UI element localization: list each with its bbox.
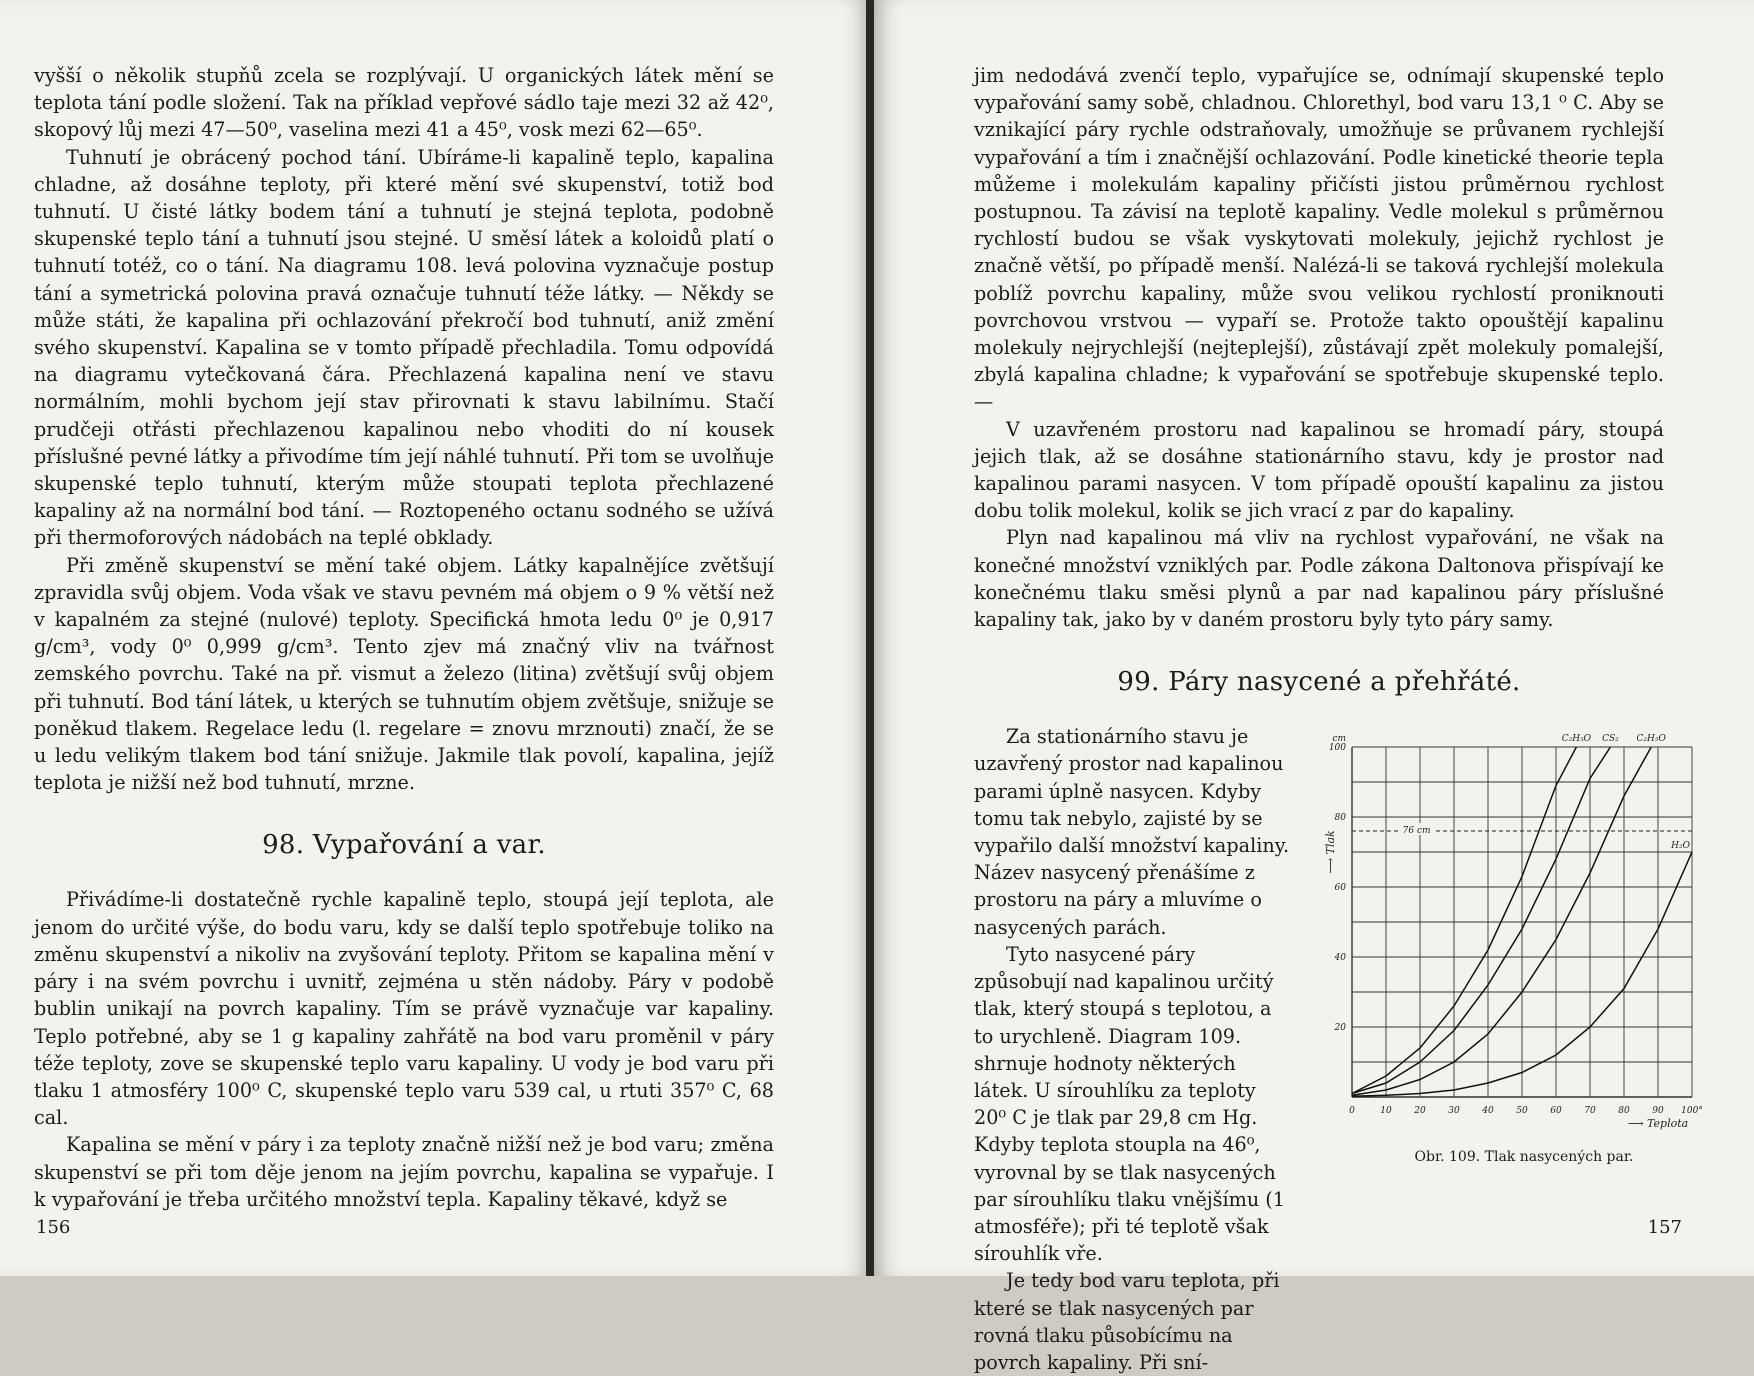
paragraph: Je tedy bod varu teplota, při které se tlak nasycených par rovná tlaku působícímu na povrch kapaliny. Při sní- bbox=[974, 1269, 1280, 1374]
paragraph: Tuhnutí je obrácený pochod tání. Ubíráme-li kapalině teplo, kapalina chladne, až dosáhne teploty, při které mění své skupenství, totiž bod tuhnutí. U čisté látky bodem tání a tuhnutí je stejná teplota, podobně skupenské teplo tání a tuhnutí jsou stejné. U směsí látek a koloidů platí o tuhnutí totéž, co o tání. Na diagramu 108. levá polovina vyznačuje postup tání a symetrická polovina pravá označuje tuhnutí téže látky. — Někdy se může státi, že kapalina při ochlazování překročí bod tuhnutí, aniž změní svého skupenství. Kapalina se v tomto případě přechladila. Tomu odpovídá na diagramu vytečkovaná čára. Přechlazená kapalina není ve stavu normálním, mohli bychom její stav přirovnati k stavu labilnímu. Stačí prudčeji otřásti přechlazenou kapalinou nebo vhoditi do ní kousek příslušné pevné látky a přivodíme tím její náhlé tuhnutí. Při tom se uvolňuje skupenské teplo tuhnutí, kterým může stoupati teplota přechlazené kapaliny až na normální bod tání. — Roztopeného octanu sodného se užívá při thermoforových nádobách na teplé obklady. bbox=[34, 145, 774, 550]
x-tick-label: 100° bbox=[1681, 1106, 1703, 1117]
paragraph: Při změně skupenství se mění také objem. Látky kapalnějíce zvětšují zpravidla svůj objem. Voda však ve stavu pevném má objem o 9 % větší než v kapalném za stejné (nulové) teploty. Specifická hmota ledu 0⁰ je 0,917 g/cm³, vody 0⁰ 0,999 g/cm³. Tento zjev má značný vliv na tvářnost zemského povrchu. Také na př. vismut a železo (litina) zvětšují svůj objem při tuhnutí. Bod tání látek, u kterých se tuhnutím objem zvětšuje, snižuje se poněkud tlakem. Regelace ledu (l. regelare = znovu mrznouti) značí, že se u ledu velikým tlakem bod tání snižuje. Jakmile tlak povolí, kapalina, jejíž teplota je nižší než bod tuhnutí, mrzne. bbox=[34, 553, 774, 795]
y-axis-label: ⟶ Tlak bbox=[1324, 830, 1337, 874]
reference-line-label: 76 cm bbox=[1402, 826, 1431, 837]
x-tick-label: 10 bbox=[1380, 1106, 1392, 1117]
x-tick-label: 20 bbox=[1414, 1106, 1426, 1117]
right-page bbox=[874, 0, 1754, 1374]
paragraph: Kapalina se mění v páry i za teploty značně nižší než je bod varu; změna skupenství se při tom děje jenom na jejím povrchu, kapalina se vypařuje. I k vypařování je třeba určitého množství tepla. Kapaliny těkavé, když se bbox=[34, 1133, 774, 1211]
y-tick-label: 40 bbox=[1334, 953, 1346, 964]
left-column bbox=[34, 62, 774, 1213]
section-heading: 99. Páry nasycené a přehřáté. bbox=[1117, 667, 1521, 698]
paragraph: jim nedodává zvenčí teplo, vypařujíce se, odnímají skupenské teplo vypařování samy sobě, chladnou. Chlorethyl, bod varu 13,1 ⁰ C. Aby se vznikající páry rychle odstraňovaly, umožňuje se průvanem rychlejší vypařování a tím i značnější ochlazování. Podle kinetické theorie tepla můžeme i molekulám kapaliny přičísti jistou průměrnou rychlost postupnou. Ta závisí na teplotě kapaliny. Vedle molekul s průměrnou rychlostí budou se však vyskytovati molekuly, jejichž rychlost je značně větší, po případě menší. Nalézá-li se taková rychlejší molekula poblíž povrchu kapaliny, může svou velikou rychlostí proniknouti povrchovou vrstvou — vypaří se. Protože takto opouštějí kapalinu molekuly nejrychlejší (nejteplejší), zůstávají zpět molekuly pomalejší, zbylá kapalina chladne; k vypařování se spotřebuje skupenské teplo. — bbox=[974, 64, 1664, 414]
vapor-pressure-figure bbox=[1314, 723, 1704, 1165]
y-tick-label: 20 bbox=[1334, 1023, 1346, 1034]
x-tick-label: 70 bbox=[1584, 1106, 1596, 1117]
x-axis-label: ⟶ Teplota bbox=[1627, 1117, 1689, 1131]
y-tick-label: 80 bbox=[1334, 813, 1346, 824]
x-tick-label: 50 bbox=[1516, 1106, 1528, 1117]
y-tick-label: 60 bbox=[1334, 883, 1346, 894]
series-label: H₂O bbox=[1671, 841, 1690, 852]
x-tick-label: 80 bbox=[1618, 1106, 1630, 1117]
y-unit-label: cm bbox=[1332, 734, 1346, 745]
paragraph: Plyn nad kapalinou má vliv na rychlost vypařování, ne však na konečné množství vzniklých par. Podle zákona Daltonova přispívají ke konečnému tlaku směsi plynů a par nad kapalinou páry příslušné kapaliny tak, jako by v daném prostoru byly tyto páry samy. bbox=[974, 526, 1664, 632]
left-page bbox=[0, 0, 870, 1276]
x-tick-label: 0 bbox=[1349, 1106, 1355, 1117]
paragraph: vyšší o několik stupňů zcela se rozplývají. U organických látek mění se teplota tání podle složení. Tak na příklad vepřové sádlo taje mezi 32 až 42⁰, skopový lůj mezi 47—50⁰, vaselina mezi 41 a 45⁰, vosk mezi 62—65⁰. bbox=[34, 64, 774, 142]
page-number: 156 bbox=[36, 1217, 71, 1238]
series-label: C₂H₅O bbox=[1636, 734, 1666, 745]
x-tick-label: 90 bbox=[1652, 1106, 1664, 1117]
x-tick-label: 40 bbox=[1482, 1106, 1494, 1117]
x-tick-label: 30 bbox=[1448, 1106, 1460, 1117]
wrapped-text bbox=[974, 723, 1292, 1376]
y-tick-label: 100 bbox=[1328, 743, 1346, 754]
paragraph: Za stationárního stavu je uzavřený prostor nad kapalinou parami úplně nasycen. Kdyby tomu tak nebylo, zajisté by se vypařilo další množství kapaliny. Název nasycený přenášíme z prostoru na páry a mluvíme o nasycených parách. bbox=[974, 725, 1290, 939]
vapor-pressure-chart bbox=[1314, 723, 1704, 1143]
series-label: C₂H₅O bbox=[1561, 734, 1592, 745]
paragraph: Přivádíme-li dostatečně rychle kapalině teplo, stoupá její teplota, ale jenom do určité výše, do bodu varu, kdy se další teplo spotřebuje toliko na změnu skupenství a nikoliv na zvyšování teploty. Přitom se kapalina mění v páry i na svém povrchu i uvnitř, zejména u stěn nádoby. Páry v podobě bublin unikají na povrch kapaliny. Tím se právě vyznačuje var kapaliny. Teplo potřebné, aby se 1 g kapaliny zahřátě na bod varu proměnil v páry téže teploty, zove se skupenské teplo varu kapaliny. U vody je bod varu při tlaku 1 atmosféry 100⁰ C, skupenské teplo varu 539 cal, u rtuti 357⁰ C, 68 cal. bbox=[34, 888, 774, 1130]
series-label: CS₂ bbox=[1602, 734, 1619, 745]
figure-caption: Obr. 109. Tlak nasycených par. bbox=[1414, 1149, 1634, 1166]
section-heading: 98. Vypařování a var. bbox=[262, 830, 546, 861]
paragraph: V uzavřeném prostoru nad kapalinou se hromadí páry, stoupá jejich tlak, až se dosáhne stationárního stavu, kdy je prostor nad kapalinou parami nasycen. V tom případě opouští kapalinu za jistou dobu tolik molekul, kolik se jich vrací z par do kapaliny. bbox=[974, 417, 1664, 523]
page-number: 157 bbox=[1647, 1217, 1682, 1238]
x-tick-label: 60 bbox=[1550, 1106, 1562, 1117]
paragraph: Tyto nasycené páry způsobují nad kapalinou určitý tlak, který stoupá s teplotou, a to urychleně. Diagram 109. shrnuje hodnoty některých látek. U sírouhlíku za teploty 20⁰ C je tlak par 29,8 cm Hg. Kdyby teplota stoupla na 46⁰, vyrovnal by se tlak nasycených par sírouhlíku tlaku vnějšímu (1 atmosféře); při té teplotě však sírouhlík vře. bbox=[974, 942, 1285, 1266]
